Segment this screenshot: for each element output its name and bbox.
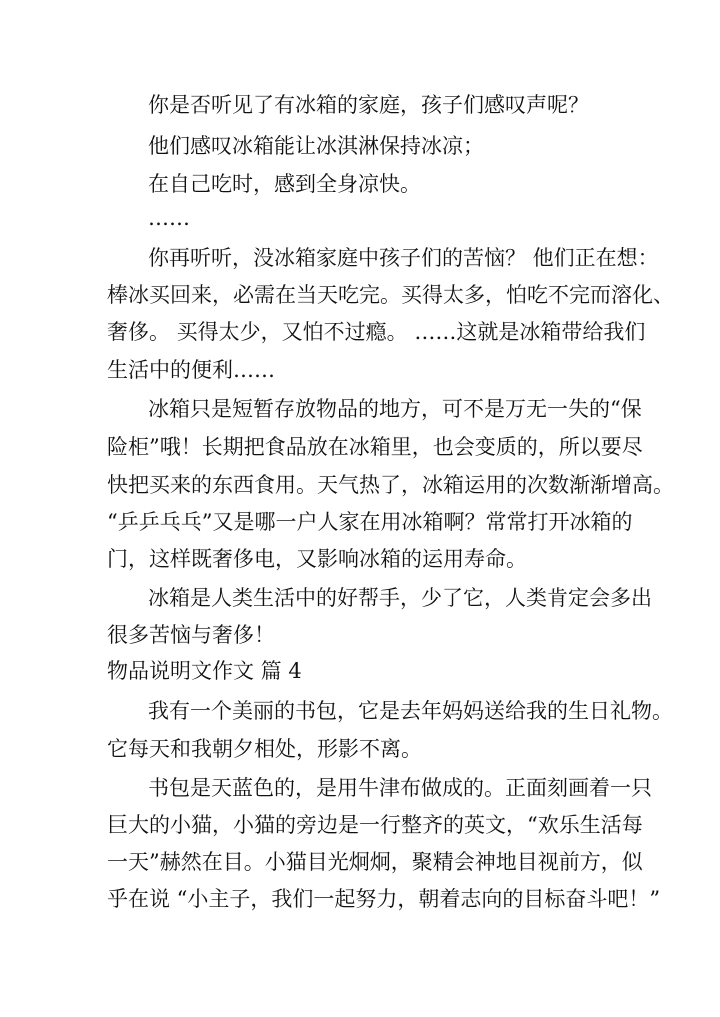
paragraph-line: 我有一个美丽的书包，它是去年妈妈送给我的生日礼物。 [148, 699, 673, 723]
paragraph-line: 在自己吃时，感到全身凉快。 [148, 172, 421, 196]
paragraph-line: “乒乒乓乓”又是哪一户人家在用冰箱啊？常常打开冰箱的 [107, 510, 633, 534]
paragraph-line: 你是否听见了有冰箱的家庭，孩子们感叹声呢？ [148, 93, 589, 117]
paragraph-line: 书包是天蓝色的，是用牛津布做成的。正面刻画着一只 [148, 776, 652, 800]
paragraph-line: 险柜”哦！长期把食品放在冰箱里，也会变质的，所以要尽 [107, 435, 643, 459]
paragraph-line: 门，这样既奢侈电，又影响冰箱的运用寿命。 [107, 547, 527, 571]
paragraph-line: 生活中的便利…… [107, 358, 275, 382]
paragraph-line: 他们感叹冰箱能让冰淇淋保持冰凉； [148, 134, 484, 158]
paragraph-line: 你再听听，没冰箱家庭中孩子们的苦恼？ 他们正在想： [148, 246, 659, 270]
paragraph-line: 奢侈。 买得太少，又怕不过瘾。 ……这就是冰箱带给我们 [107, 320, 646, 344]
ellipsis-line: …… [148, 206, 190, 230]
paragraph-line: 乎在说 “小主子，我们一起努力，朝着志向的目标奋斗吧！” [107, 887, 661, 911]
section-heading: 物品说明文作文 篇 4 [107, 659, 302, 683]
paragraph-line: 冰箱只是短暂存放物品的地方，可不是万无一失的“保 [148, 397, 642, 421]
paragraph-line: 冰箱是人类生活中的好帮手，少了它，人类肯定会多出 [148, 586, 652, 610]
paragraph-line: 它每天和我朝夕相处，形影不离。 [107, 737, 422, 761]
paragraph-line: 巨大的小猫，小猫的旁边是一行整齐的英文，“欢乐生活每 [107, 813, 643, 837]
paragraph-line: 快把买来的东西食用。天气热了，冰箱运用的次数渐渐增高。 [107, 473, 674, 497]
paragraph-line: 一天”赫然在目。小猫目光炯炯，聚精会神地目视前方，似 [107, 850, 643, 874]
paragraph-line: 棒冰买回来，必需在当天吃完。买得太多，怕吃不完而溶化、 [107, 283, 674, 307]
paragraph-line: 很多苦恼与奢侈！ [107, 623, 275, 647]
